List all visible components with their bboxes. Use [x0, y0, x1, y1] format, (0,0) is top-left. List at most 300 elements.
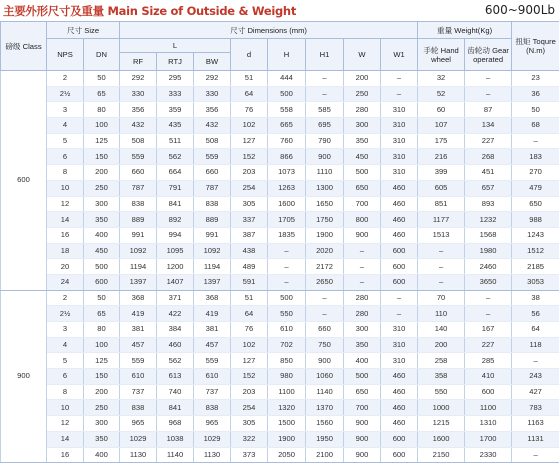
- cell-w: 350: [344, 133, 381, 149]
- cell-l-rf: 737: [120, 384, 157, 400]
- cell-l-bw: 356: [194, 102, 231, 118]
- cell-h1: 695: [306, 118, 344, 134]
- cell-h: –: [268, 243, 306, 259]
- cell-l-rf: 292: [120, 71, 157, 87]
- cell-l-rtj: 968: [157, 416, 194, 432]
- cell-weight-handwheel: 358: [418, 369, 465, 385]
- cell-w1: 310: [381, 165, 418, 181]
- cell-d: 373: [231, 447, 268, 463]
- cell-h: 610: [268, 322, 306, 338]
- cell-l-bw: 1130: [194, 447, 231, 463]
- cell-w: 900: [344, 431, 381, 447]
- cell-w: 200: [344, 71, 381, 87]
- cell-dn: 100: [84, 337, 120, 353]
- cell-l-rtj: 664: [157, 165, 194, 181]
- cell-l-rf: 559: [120, 353, 157, 369]
- cell-l-rtj: 384: [157, 322, 194, 338]
- cell-l-rf: 1092: [120, 243, 157, 259]
- cell-l-bw: 292: [194, 71, 231, 87]
- cell-h1: –: [306, 290, 344, 306]
- cell-weight-gear: 268: [465, 149, 512, 165]
- cell-nps: 14: [47, 212, 84, 228]
- cell-l-bw: 787: [194, 180, 231, 196]
- cell-w1: –: [381, 306, 418, 322]
- cell-nps: 16: [47, 227, 84, 243]
- cell-weight-handwheel: 52: [418, 86, 465, 102]
- cell-weight-handwheel: 1000: [418, 400, 465, 416]
- header-dn: DN: [84, 39, 120, 71]
- table-row: [1, 196, 559, 212]
- header-weight: 重量 Weight(Kg): [418, 22, 512, 39]
- cell-weight-gear: 1232: [465, 212, 512, 228]
- cell-nps: 10: [47, 180, 84, 196]
- cell-dn: 100: [84, 118, 120, 134]
- cell-l-rf: 356: [120, 102, 157, 118]
- cell-torque: 183: [512, 149, 559, 165]
- table-row: [1, 384, 559, 400]
- cell-torque: 68: [512, 118, 559, 134]
- cell-l-bw: 559: [194, 149, 231, 165]
- header-gear: 齿轮动 Gear operated: [465, 39, 512, 71]
- cell-w: 500: [344, 369, 381, 385]
- cell-w: 400: [344, 353, 381, 369]
- table-body: [1, 71, 559, 463]
- cell-w: 500: [344, 165, 381, 181]
- cell-l-rf: 457: [120, 337, 157, 353]
- cell-w: 650: [344, 180, 381, 196]
- table-row: [1, 447, 559, 463]
- cell-torque: 38: [512, 290, 559, 306]
- cell-nps: 3: [47, 322, 84, 338]
- cell-l-bw: 508: [194, 133, 231, 149]
- cell-h1: –: [306, 86, 344, 102]
- cell-l-rf: 1130: [120, 447, 157, 463]
- cell-dn: 80: [84, 322, 120, 338]
- header-l: L: [120, 39, 231, 53]
- cell-l-bw: 1397: [194, 274, 231, 290]
- cell-torque: 36: [512, 86, 559, 102]
- cell-weight-gear: –: [465, 290, 512, 306]
- cell-w: 280: [344, 290, 381, 306]
- cell-h: 1073: [268, 165, 306, 181]
- cell-w1: 600: [381, 274, 418, 290]
- cell-w: –: [344, 259, 381, 275]
- cell-w1: 310: [381, 337, 418, 353]
- cell-dn: 50: [84, 71, 120, 87]
- cell-l-rtj: 1095: [157, 243, 194, 259]
- cell-weight-gear: 167: [465, 322, 512, 338]
- cell-h: 866: [268, 149, 306, 165]
- cell-dn: 125: [84, 353, 120, 369]
- cell-h: 850: [268, 353, 306, 369]
- cell-w: 280: [344, 306, 381, 322]
- header-w1: W1: [381, 39, 418, 71]
- pressure-class-range: 600~900Lb: [485, 3, 555, 17]
- cell-weight-gear: 1700: [465, 431, 512, 447]
- cell-l-rtj: 994: [157, 227, 194, 243]
- table-row: [1, 290, 559, 306]
- cell-l-bw: 737: [194, 384, 231, 400]
- table-row: [1, 86, 559, 102]
- table-row: [1, 165, 559, 181]
- cell-d: 102: [231, 337, 268, 353]
- header-rtj: RTJ: [157, 53, 194, 71]
- cell-nps: 8: [47, 165, 84, 181]
- class-cell: 900: [1, 290, 47, 463]
- cell-l-rtj: 841: [157, 400, 194, 416]
- cell-l-bw: 559: [194, 353, 231, 369]
- cell-l-rtj: 359: [157, 102, 194, 118]
- cell-l-rtj: 892: [157, 212, 194, 228]
- cell-weight-handwheel: 258: [418, 353, 465, 369]
- cell-l-rf: 1029: [120, 431, 157, 447]
- table-row: [1, 416, 559, 432]
- cell-w: 650: [344, 384, 381, 400]
- cell-nps: 2½: [47, 86, 84, 102]
- table-row: [1, 337, 559, 353]
- cell-l-rtj: 613: [157, 369, 194, 385]
- cell-w: 900: [344, 447, 381, 463]
- cell-weight-gear: 3650: [465, 274, 512, 290]
- cell-dn: 350: [84, 212, 120, 228]
- cell-weight-handwheel: 1177: [418, 212, 465, 228]
- table-row: [1, 212, 559, 228]
- cell-l-rf: 1194: [120, 259, 157, 275]
- cell-torque: 243: [512, 369, 559, 385]
- cell-weight-gear: 227: [465, 337, 512, 353]
- cell-nps: 14: [47, 431, 84, 447]
- table-row: [1, 353, 559, 369]
- cell-h: 1100: [268, 384, 306, 400]
- cell-h: 1500: [268, 416, 306, 432]
- header-h1: H1: [306, 39, 344, 71]
- cell-weight-gear: 1100: [465, 400, 512, 416]
- cell-w1: –: [381, 86, 418, 102]
- cell-l-rf: 660: [120, 165, 157, 181]
- cell-l-rf: 419: [120, 306, 157, 322]
- table-row: [1, 243, 559, 259]
- cell-dn: 150: [84, 369, 120, 385]
- header-class: 磅级 Class: [1, 22, 47, 71]
- cell-nps: 6: [47, 369, 84, 385]
- cell-weight-handwheel: 399: [418, 165, 465, 181]
- cell-h1: 1560: [306, 416, 344, 432]
- cell-torque: 1163: [512, 416, 559, 432]
- cell-dn: 400: [84, 447, 120, 463]
- table-row: [1, 400, 559, 416]
- table-row: [1, 133, 559, 149]
- cell-l-bw: 457: [194, 337, 231, 353]
- cell-torque: 1512: [512, 243, 559, 259]
- cell-w1: 460: [381, 369, 418, 385]
- cell-l-rf: 965: [120, 416, 157, 432]
- cell-h: –: [268, 259, 306, 275]
- cell-l-rf: 508: [120, 133, 157, 149]
- cell-d: 51: [231, 290, 268, 306]
- header-size: 尺寸 Size: [47, 22, 120, 39]
- cell-d: 387: [231, 227, 268, 243]
- cell-h1: 1300: [306, 180, 344, 196]
- table-row: [1, 118, 559, 134]
- header-d: d: [231, 39, 268, 71]
- cell-l-bw: 965: [194, 416, 231, 432]
- cell-d: 591: [231, 274, 268, 290]
- cell-weight-gear: 410: [465, 369, 512, 385]
- cell-weight-gear: 2330: [465, 447, 512, 463]
- cell-l-rf: 991: [120, 227, 157, 243]
- cell-l-rtj: 740: [157, 384, 194, 400]
- cell-d: 76: [231, 322, 268, 338]
- cell-h1: 750: [306, 337, 344, 353]
- cell-weight-handwheel: 175: [418, 133, 465, 149]
- cell-d: 127: [231, 133, 268, 149]
- cell-torque: 650: [512, 196, 559, 212]
- cell-h: 444: [268, 71, 306, 87]
- table-row: [1, 102, 559, 118]
- table-row: [1, 369, 559, 385]
- cell-weight-gear: 227: [465, 133, 512, 149]
- cell-l-rtj: 295: [157, 71, 194, 87]
- cell-l-bw: 1092: [194, 243, 231, 259]
- cell-weight-gear: 451: [465, 165, 512, 181]
- cell-l-rtj: 333: [157, 86, 194, 102]
- cell-d: 76: [231, 102, 268, 118]
- cell-h1: –: [306, 306, 344, 322]
- cell-nps: 12: [47, 196, 84, 212]
- cell-torque: 427: [512, 384, 559, 400]
- cell-nps: 5: [47, 353, 84, 369]
- cell-w1: 460: [381, 400, 418, 416]
- cell-l-rtj: 460: [157, 337, 194, 353]
- cell-torque: 3053: [512, 274, 559, 290]
- cell-dn: 300: [84, 416, 120, 432]
- cell-torque: 64: [512, 322, 559, 338]
- cell-d: 152: [231, 369, 268, 385]
- cell-l-rtj: 1407: [157, 274, 194, 290]
- cell-h1: 1370: [306, 400, 344, 416]
- cell-h1: 1110: [306, 165, 344, 181]
- cell-l-bw: 419: [194, 306, 231, 322]
- cell-dn: 65: [84, 86, 120, 102]
- header-w: W: [344, 39, 381, 71]
- cell-torque: 50: [512, 102, 559, 118]
- cell-weight-handwheel: –: [418, 243, 465, 259]
- cell-h: 1263: [268, 180, 306, 196]
- cell-torque: 56: [512, 306, 559, 322]
- cell-w: 350: [344, 337, 381, 353]
- cell-weight-handwheel: 2150: [418, 447, 465, 463]
- cell-h1: 1900: [306, 227, 344, 243]
- cell-weight-gear: –: [465, 306, 512, 322]
- cell-l-bw: 381: [194, 322, 231, 338]
- cell-nps: 18: [47, 243, 84, 259]
- cell-dn: 80: [84, 102, 120, 118]
- cell-w: 300: [344, 322, 381, 338]
- cell-h1: 2020: [306, 243, 344, 259]
- header-handwheel: 手轮 Hand wheel: [418, 39, 465, 71]
- cell-h1: –: [306, 71, 344, 87]
- cell-dn: 200: [84, 384, 120, 400]
- cell-w1: –: [381, 290, 418, 306]
- cell-weight-handwheel: –: [418, 259, 465, 275]
- cell-weight-handwheel: 1215: [418, 416, 465, 432]
- cell-torque: 23: [512, 71, 559, 87]
- cell-torque: –: [512, 353, 559, 369]
- cell-w: 700: [344, 196, 381, 212]
- cell-h: 1705: [268, 212, 306, 228]
- cell-h1: 1650: [306, 196, 344, 212]
- cell-weight-handwheel: 110: [418, 306, 465, 322]
- cell-torque: 118: [512, 337, 559, 353]
- cell-dn: 250: [84, 180, 120, 196]
- cell-nps: 10: [47, 400, 84, 416]
- cell-weight-gear: 657: [465, 180, 512, 196]
- cell-weight-handwheel: 60: [418, 102, 465, 118]
- cell-l-bw: 432: [194, 118, 231, 134]
- cell-d: 322: [231, 431, 268, 447]
- cell-l-rf: 610: [120, 369, 157, 385]
- cell-dn: 500: [84, 259, 120, 275]
- cell-w1: 310: [381, 149, 418, 165]
- cell-w: 250: [344, 86, 381, 102]
- cell-d: 305: [231, 416, 268, 432]
- cell-l-rf: 1397: [120, 274, 157, 290]
- cell-l-rtj: 1140: [157, 447, 194, 463]
- cell-l-rtj: 371: [157, 290, 194, 306]
- cell-w1: 600: [381, 259, 418, 275]
- cell-torque: 783: [512, 400, 559, 416]
- cell-w: 300: [344, 118, 381, 134]
- cell-torque: 1243: [512, 227, 559, 243]
- cell-torque: –: [512, 133, 559, 149]
- cell-l-rf: 559: [120, 149, 157, 165]
- cell-l-rtj: 422: [157, 306, 194, 322]
- cell-weight-handwheel: 200: [418, 337, 465, 353]
- cell-weight-gear: 893: [465, 196, 512, 212]
- cell-dn: 150: [84, 149, 120, 165]
- cell-weight-gear: 1980: [465, 243, 512, 259]
- cell-torque: 988: [512, 212, 559, 228]
- cell-w1: 460: [381, 180, 418, 196]
- cell-nps: 12: [47, 416, 84, 432]
- cell-d: 152: [231, 149, 268, 165]
- cell-l-bw: 330: [194, 86, 231, 102]
- cell-d: 203: [231, 165, 268, 181]
- cell-weight-gear: –: [465, 71, 512, 87]
- cell-weight-handwheel: 107: [418, 118, 465, 134]
- cell-h1: 1750: [306, 212, 344, 228]
- cell-w1: 600: [381, 243, 418, 259]
- cell-l-rf: 838: [120, 400, 157, 416]
- cell-h1: 1950: [306, 431, 344, 447]
- cell-weight-gear: 1568: [465, 227, 512, 243]
- cell-nps: 4: [47, 118, 84, 134]
- cell-l-bw: 368: [194, 290, 231, 306]
- cell-l-rf: 330: [120, 86, 157, 102]
- cell-torque: 479: [512, 180, 559, 196]
- header-rf: RF: [120, 53, 157, 71]
- cell-h: 1900: [268, 431, 306, 447]
- cell-dn: 300: [84, 196, 120, 212]
- cell-torque: 270: [512, 165, 559, 181]
- cell-w1: –: [381, 71, 418, 87]
- cell-h: 500: [268, 86, 306, 102]
- cell-w1: 310: [381, 133, 418, 149]
- cell-h1: 2172: [306, 259, 344, 275]
- cell-weight-gear: 1310: [465, 416, 512, 432]
- cell-d: 102: [231, 118, 268, 134]
- cell-w1: 600: [381, 447, 418, 463]
- header-bw: BW: [194, 53, 231, 71]
- cell-l-bw: 1029: [194, 431, 231, 447]
- header-bar: [0, 0, 559, 20]
- cell-l-bw: 838: [194, 196, 231, 212]
- cell-weight-handwheel: 851: [418, 196, 465, 212]
- cell-weight-gear: 87: [465, 102, 512, 118]
- cell-h1: 2650: [306, 274, 344, 290]
- cell-w1: 460: [381, 227, 418, 243]
- cell-l-rtj: 1038: [157, 431, 194, 447]
- cell-h: 550: [268, 306, 306, 322]
- cell-w1: 460: [381, 384, 418, 400]
- cell-w: 280: [344, 102, 381, 118]
- cell-l-rtj: 562: [157, 353, 194, 369]
- table-row: [1, 259, 559, 275]
- header-nps: NPS: [47, 39, 84, 71]
- cell-nps: 2½: [47, 306, 84, 322]
- cell-w: 800: [344, 212, 381, 228]
- cell-w1: 310: [381, 102, 418, 118]
- cell-weight-handwheel: –: [418, 274, 465, 290]
- cell-torque: 1131: [512, 431, 559, 447]
- cell-h: 1320: [268, 400, 306, 416]
- dimensions-table: [0, 21, 559, 463]
- table-row: [1, 180, 559, 196]
- table-row: [1, 274, 559, 290]
- cell-l-rtj: 791: [157, 180, 194, 196]
- cell-d: 254: [231, 400, 268, 416]
- cell-dn: 400: [84, 227, 120, 243]
- cell-h: 2050: [268, 447, 306, 463]
- cell-weight-gear: 285: [465, 353, 512, 369]
- cell-h: 702: [268, 337, 306, 353]
- cell-l-bw: 1194: [194, 259, 231, 275]
- table-row: [1, 306, 559, 322]
- cell-h1: 790: [306, 133, 344, 149]
- cell-weight-handwheel: 1600: [418, 431, 465, 447]
- cell-weight-gear: 134: [465, 118, 512, 134]
- cell-w1: 600: [381, 431, 418, 447]
- cell-h1: 1140: [306, 384, 344, 400]
- cell-l-rtj: 435: [157, 118, 194, 134]
- cell-d: 203: [231, 384, 268, 400]
- cell-dn: 600: [84, 274, 120, 290]
- cell-h1: 660: [306, 322, 344, 338]
- cell-weight-handwheel: 32: [418, 71, 465, 87]
- cell-weight-handwheel: 140: [418, 322, 465, 338]
- cell-w1: 460: [381, 196, 418, 212]
- cell-dn: 200: [84, 165, 120, 181]
- cell-d: 438: [231, 243, 268, 259]
- cell-weight-gear: 600: [465, 384, 512, 400]
- cell-l-rtj: 1200: [157, 259, 194, 275]
- cell-w: 450: [344, 149, 381, 165]
- header-dimensions: 尺寸 Dimensions (mm): [120, 22, 418, 39]
- cell-d: 64: [231, 86, 268, 102]
- table-row: [1, 227, 559, 243]
- cell-d: 64: [231, 306, 268, 322]
- cell-dn: 350: [84, 431, 120, 447]
